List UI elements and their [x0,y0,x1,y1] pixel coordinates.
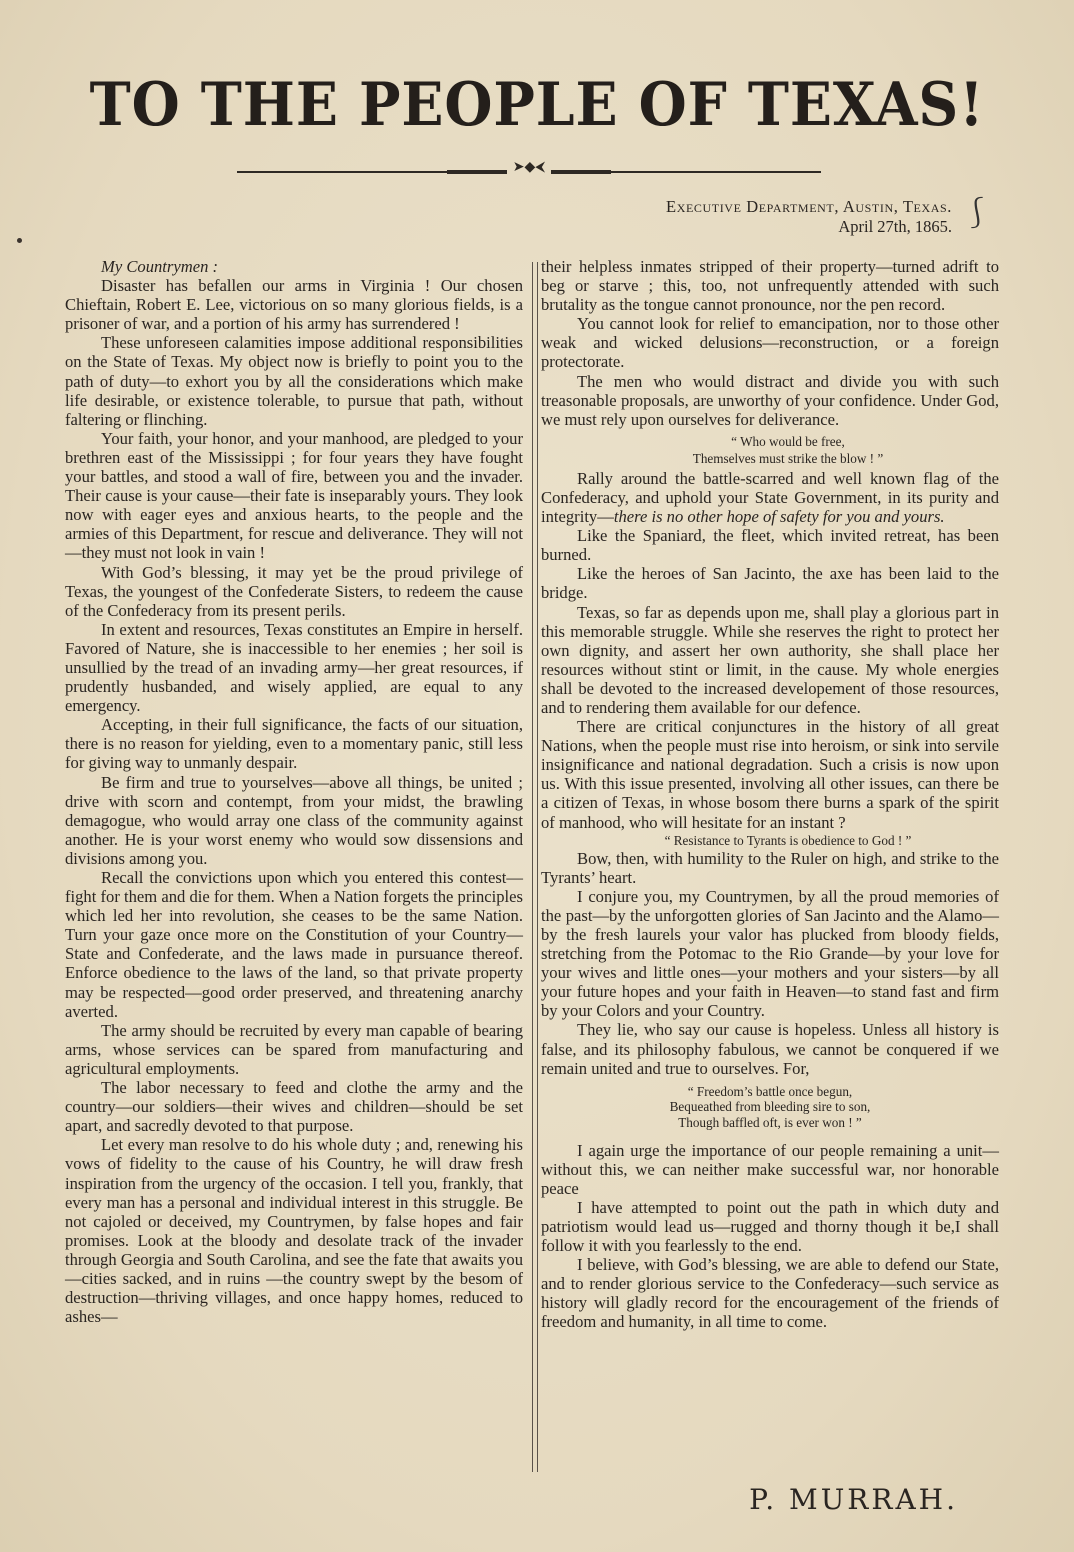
page-title: TO THE PEOPLE OF TEXAS! [89,70,985,140]
paragraph: These unforeseen calamities impose additional responsibilities on the State of Texas. My object now is briefly to point you to the path of duty—to exhort you by all the considerations which make life desirable, or existence tolerable, to pursue that path, without faltering or flinching. [65,333,523,429]
quote-line: “ Who would be free, [731,433,845,449]
paragraph: You cannot look for relief to emancipation, nor to those other weak and wicked delusions—reconstruction, or a foreign protectorate. [541,314,999,372]
paragraph: There are critical conjunctures in the history of all great Nations, when the people must rise into heroism, or sink into servile insignificance and national degradation. Such a crisis is now upon us. With this issue presented, involving all other issues, can there be a citizen of Texas, in whose bosom there burns a spark of the spirit of manhood, who will hesitate for an instant ? [541,717,999,832]
left-column [65,257,523,1326]
paragraph: They lie, who say our cause is hopeless. Unless all history is false, and its philosophy fabulous, we cannot be conquered if we remain united and true to ourselves. For, [541,1020,999,1078]
paragraph: Be firm and true to yourselves—above all things, be united ; drive with scorn and contempt, from your midst, the brawling demagogue, who would array one class of the community against another. He is your worst enemy who would sow dissensions and divisions among you. [65,772,523,868]
paragraph: I have attempted to point out the path in which duty and patriotism would lead us—rugged and thorny though it be,I shall follow it with you fearlessly to the end. [541,1197,999,1255]
quote-line: “ Resistance to Tyrants is obedience to God ! ” [664,832,912,848]
ornament-icon: ➤◆⮜ [512,159,546,175]
ornamental-rule [237,159,821,176]
paragraph: I conjure you, my Countrymen, by all the proud memories of the past—by the unforgotten glories of San Jacinto and the Alamo—by the fresh laurels your valor has plucked from bloody fields, stretching from the Potomac to the Rio Grande—by your love for your wives and little ones—your mothers and your sisters—by all your future hopes and your faith in Heaven—to stand fast and firm by your Colors and your Country. [541,886,999,1021]
paragraph: The army should be recruited by every man capable of bearing arms, whose services can be spared from manufacturing and agricultural employments. [65,1020,523,1078]
paragraph: In extent and resources, Texas constitutes an Empire in herself. Favored of Nature, she is inaccessible to her enemies ; her soil is unsullied by the tread of an invading army—her great resources, if prudently husbanded, and wisely applied, are equal to any emergency. [65,619,523,716]
paragraph: their helpless inmates stripped of their property—turned adrift to beg or starve ; this, too, not unfrequently attended with such brutality as the tongue cannot pronounce, nor the pen record. [541,257,999,315]
quote-line: Though baffled oft, is ever won ! ” [678,1114,862,1130]
paragraph: Accepting, in their full significance, the facts of our situation, there is no reason for yielding, even to a momentary panic, still less for giving way to unmanly despair. [65,715,523,773]
italic-text: there is no other hope of safety for you and yours. [613,507,945,527]
paragraph [541,469,999,526]
signature: P. MURRAH. [749,1483,958,1516]
paragraph: I again urge the importance of our people remaining a unit—without this, we can neither make successful war, nor honorable peace [541,1140,999,1198]
quote-line: “ Freedom’s battle once begun, [687,1083,853,1099]
paragraph: Like the heroes of San Jacinto, the axe has been laid to the bridge. [541,564,999,603]
paragraph: Disaster has befallen our arms in Virginia ! Our chosen Chieftain, Robert E. Lee, victorious on so many glorious fields, is a prisoner of war, and a portion of his army has surrendered ! [65,276,523,334]
paragraph: I believe, with God’s blessing, we are able to defend our State, and to render glorious service to the Confederacy—such service as history will gladly record for the encouragement of the friends of freedom and humanity, in all time to come. [541,1255,999,1332]
paragraph: Your faith, your honor, and your manhood, are pledged to your brethren east of the Mississippi ; for four years they have fought your battles, and stood a wall of fire, between you and the invader. Their cause is your cause—their fate is inseparably yours. They look now with eager eyes and anxious hearts, to the people and the armies of this Department, for rescue and deliverance. They will not—they must not look in vain ! [65,428,523,563]
quote-line: Themselves must strike the blow ! ” [692,450,884,466]
paragraph: The men who would distract and divide you with such treasonable proposals, are unworthy of your confidence. Under God, we must rely upon ourselves for deliverance. [541,371,999,429]
dateline-department: Executive Department, Austin, Texas. [666,197,952,216]
paragraph: Recall the convictions upon which you entered this contest—fight for them and die for them. When a Nation forgets the principles which led her into revolution, she ceases to be the same Nation. Turn your gaze once more on the Constitution of your Country—State and Confederate, and the laws made in pursuance thereof. Enforce obedience to the laws of the land, so that private property may be respected—good order preserved, and threatening anarchy averted. [65,868,523,1021]
paper-speck [17,238,22,243]
column-divider [532,262,538,1472]
dateline-date: April 27th, 1865. [838,217,952,236]
paragraph: Like the Spaniard, the fleet, which invited retreat, has been burned. [541,526,999,565]
verse-quote [541,1084,999,1131]
paragraph: Bow, then, with humility to the Ruler on high, and strike to the Tyrants’ heart. [541,848,999,887]
paragraph: With God’s blessing, it may yet be the proud privilege of Texas, the youngest of the Confederate Sisters, to redeem the cause of the Confederacy from its present perils. [65,562,523,620]
brace-mark: ⎰ [962,196,992,231]
paragraph: Let every man resolve to do his whole duty ; and, renewing his vows of fidelity to the cause of his Country, he will draw fresh inspiration from the urgency of the occasion. I tell you, frankly, that every man has a personal and individual interest in this struggle. Be not cajoled or deceived, my Countrymen, by false hopes and fair promises. Look at the bloody and desolate track of the invader through Georgia and South Carolina, and see the fate that awaits you—cities sacked, and in ruins —the country swept by the besom of destruction—thriving villages, and once happy homes, reduced to ashes— [65,1135,523,1327]
right-column [541,257,999,1331]
paragraph: The labor necessary to feed and clothe the army and the country—our soldiers—their wives and children—should be set apart, and sacredly devoted to that purpose. [65,1078,523,1136]
quote-line: Bequeathed from bleeding sire to son, [669,1099,871,1115]
salutation: My Countrymen : [101,257,219,276]
dateline [666,197,952,237]
paragraph-text: Rally around the battle-scarred and well known flag of the Confederacy, and uphold your State Government, in its purity and integrity— [541,468,999,527]
paragraph: Texas, so far as depends upon me, shall play a glorious part in this memorable struggle. While she reserves the right to protect her own dignity, and assert her own authority, she shall place her resources without stint or limit, in the cause. My whole energies shall be devoted to the increased developement of those resources, and to rendering them available for our defence. [541,602,999,717]
